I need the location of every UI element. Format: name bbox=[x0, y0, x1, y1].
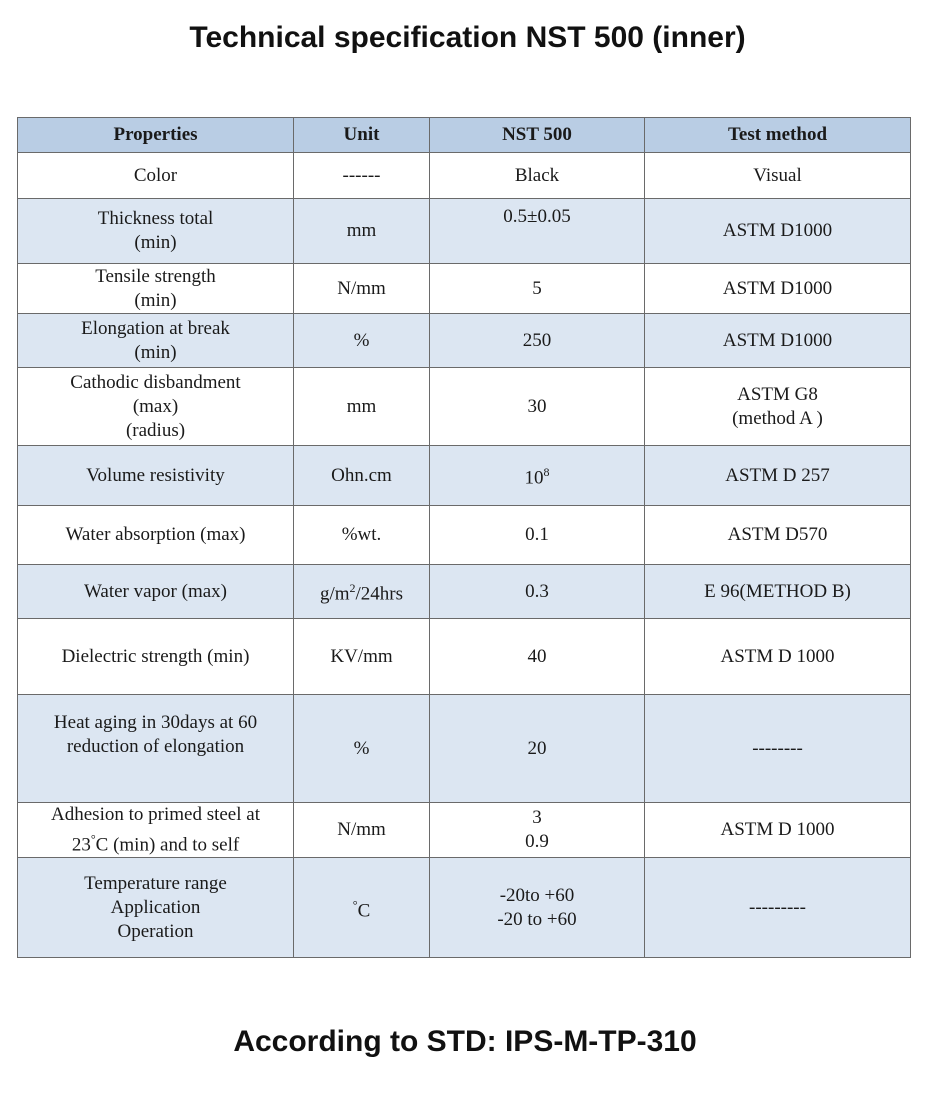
cell-unit: % bbox=[294, 314, 430, 368]
cell-unit: % bbox=[294, 695, 430, 803]
cell-property: Temperature range Application Operation bbox=[18, 858, 294, 958]
table-row bbox=[18, 264, 911, 314]
table-row bbox=[18, 153, 911, 199]
cell-unit: %wt. bbox=[294, 506, 430, 565]
cell-property: Adhesion to primed steel at 23°C (min) and to self bbox=[18, 803, 294, 858]
cell-property: Cathodic disbandment (max) (radius) bbox=[18, 368, 294, 446]
table-row bbox=[18, 314, 911, 368]
cell-value: $10^8$ bbox=[430, 446, 645, 506]
header-nst500: NST 500 bbox=[430, 118, 645, 153]
cell-value: 20 bbox=[430, 695, 645, 803]
header-unit: Unit bbox=[294, 118, 430, 153]
table-row bbox=[18, 858, 911, 958]
cell-unit: °C bbox=[294, 858, 430, 958]
cell-unit: mm bbox=[294, 199, 430, 264]
cell-method: ASTM D1000 bbox=[645, 314, 911, 368]
standard-reference: According to STD: IPS-M-TP-310 bbox=[233, 1025, 697, 1058]
cell-value: 30 bbox=[430, 368, 645, 446]
table-row bbox=[18, 368, 911, 446]
table-row bbox=[18, 695, 911, 803]
cell-method: ASTM D570 bbox=[645, 506, 911, 565]
table-row bbox=[18, 565, 911, 619]
cell-value: 250 bbox=[430, 314, 645, 368]
cell-method: -------- bbox=[645, 695, 911, 803]
cell-value: 5 bbox=[430, 264, 645, 314]
cell-value: 3 0.9 bbox=[430, 803, 645, 858]
cell-method: ASTM D 1000 bbox=[645, 803, 911, 858]
table-row bbox=[18, 199, 911, 264]
cell-unit: Ohn.cm bbox=[294, 446, 430, 506]
cell-value: 0.3 bbox=[430, 565, 645, 619]
cell-property: Elongation at break (min) bbox=[18, 314, 294, 368]
cell-method: ASTM D 257 bbox=[645, 446, 911, 506]
cell-property: Water absorption (max) bbox=[18, 506, 294, 565]
table-row bbox=[18, 803, 911, 858]
cell-unit: N/mm bbox=[294, 264, 430, 314]
cell-unit: KV/mm bbox=[294, 619, 430, 695]
cell-property: Water vapor (max) bbox=[18, 565, 294, 619]
header-properties: Properties bbox=[18, 118, 294, 153]
cell-property: Color bbox=[18, 153, 294, 199]
cell-value: -20to +60 -20 to +60 bbox=[430, 858, 645, 958]
cell-unit: $g/m^2/24hrs$ bbox=[294, 565, 430, 619]
cell-property: Thickness total (min) bbox=[18, 199, 294, 264]
table-row bbox=[18, 619, 911, 695]
header-test-method: Test method bbox=[645, 118, 911, 153]
table-row bbox=[18, 506, 911, 565]
cell-method: ASTM D 1000 bbox=[645, 619, 911, 695]
cell-value: 0.5±0.05 bbox=[430, 199, 645, 264]
cell-property: Tensile strength (min) bbox=[18, 264, 294, 314]
cell-value: 0.1 bbox=[430, 506, 645, 565]
cell-method: Visual bbox=[645, 153, 911, 199]
cell-unit: mm bbox=[294, 368, 430, 446]
spec-table bbox=[17, 117, 911, 958]
cell-method: ASTM D1000 bbox=[645, 264, 911, 314]
page-title: Technical specification NST 500 (inner) bbox=[189, 21, 746, 54]
cell-unit: N/mm bbox=[294, 803, 430, 858]
cell-property: Dielectric strength (min) bbox=[18, 619, 294, 695]
cell-value: Black bbox=[430, 153, 645, 199]
cell-method: E 96(METHOD B) bbox=[645, 565, 911, 619]
cell-method: --------- bbox=[645, 858, 911, 958]
cell-property: Volume resistivity bbox=[18, 446, 294, 506]
table-row bbox=[18, 446, 911, 506]
cell-method: ASTM D1000 bbox=[645, 199, 911, 264]
cell-value: 40 bbox=[430, 619, 645, 695]
cell-property: Heat aging in 30days at 60 reduction of elongation bbox=[18, 695, 294, 803]
cell-unit: ------ bbox=[294, 153, 430, 199]
cell-method: ASTM G8 (method A ) bbox=[645, 368, 911, 446]
